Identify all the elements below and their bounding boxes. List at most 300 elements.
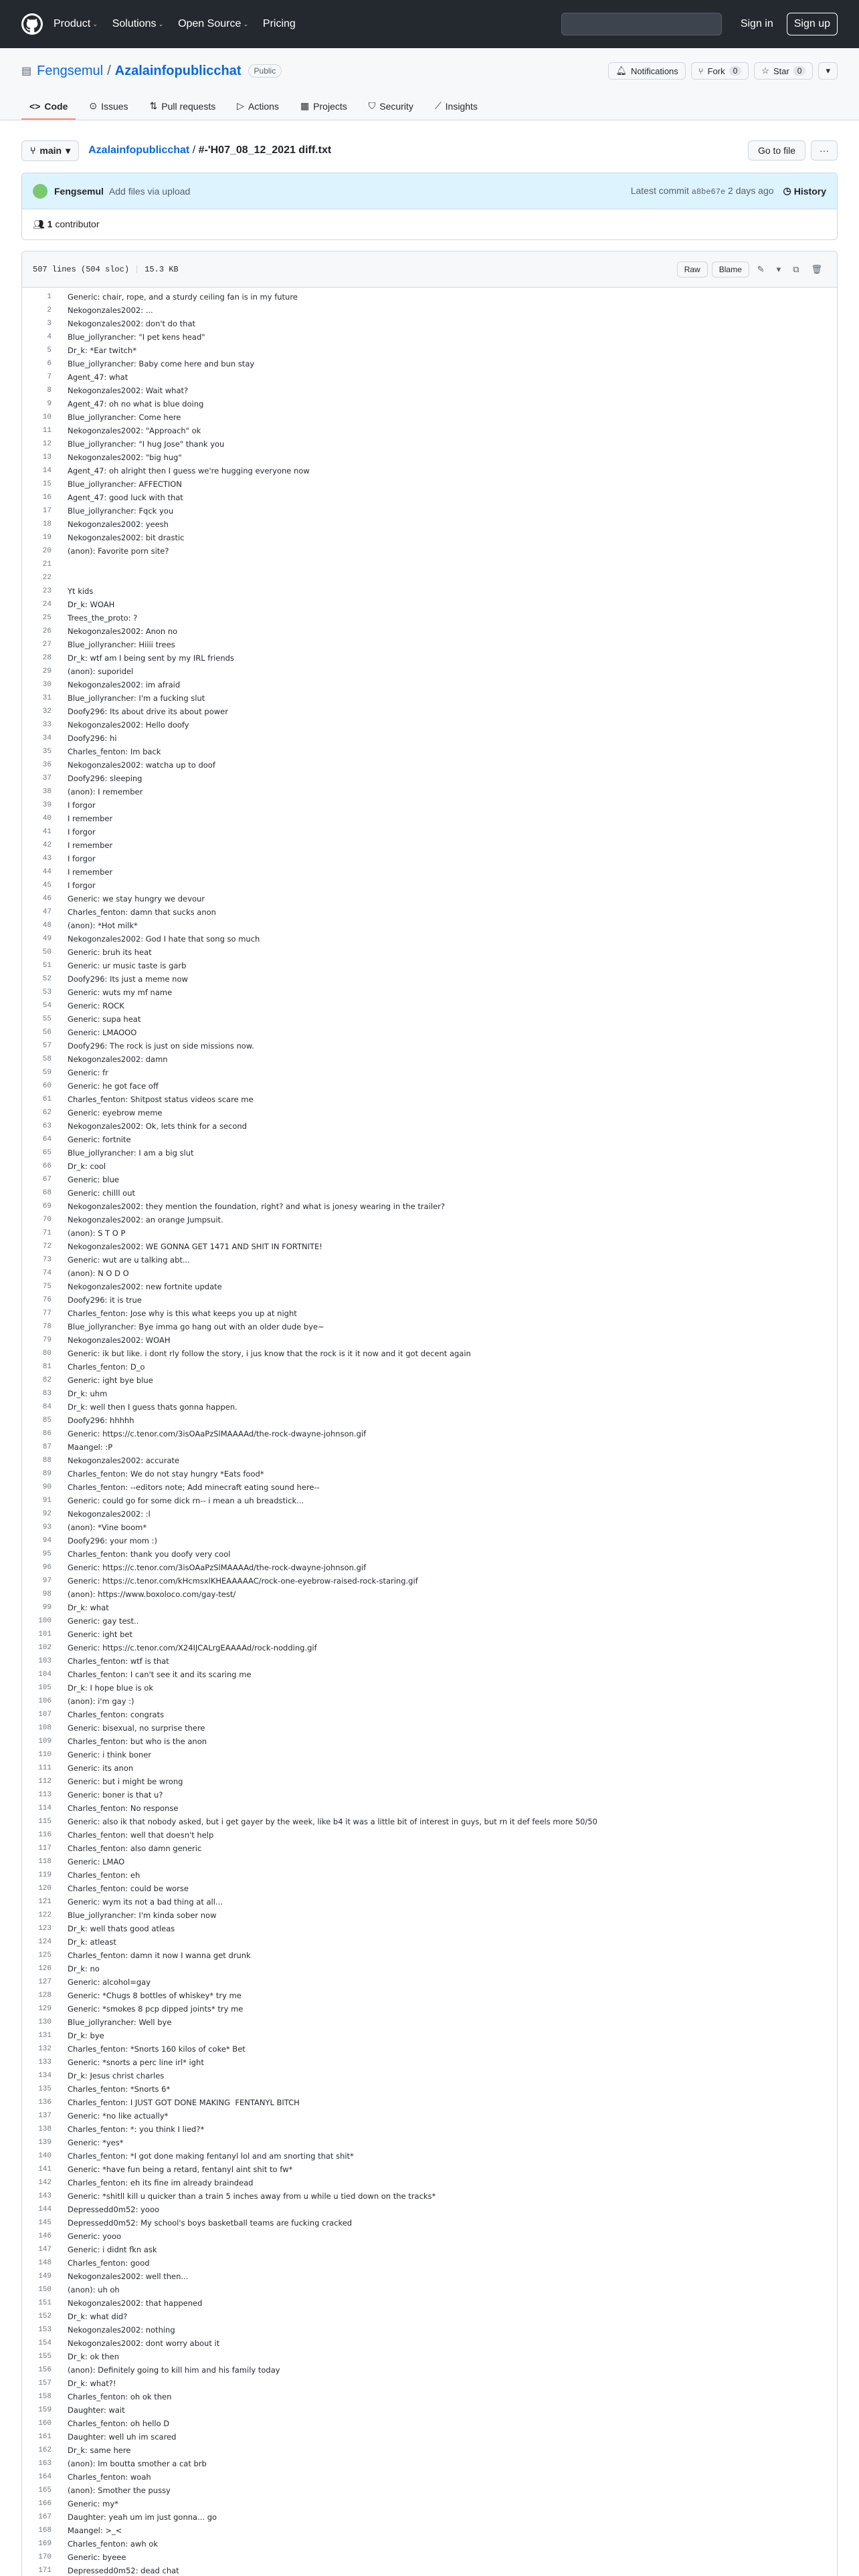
line-number[interactable]: 9 bbox=[47, 400, 52, 408]
line-text: Doofy296: sleeping bbox=[68, 774, 142, 783]
line-number[interactable]: 96 bbox=[42, 1564, 52, 1572]
line-number[interactable]: 122 bbox=[38, 1911, 52, 1919]
go-to-file-button[interactable]: Go to file bbox=[748, 140, 805, 160]
line-number[interactable]: 29 bbox=[42, 667, 52, 675]
line-number[interactable]: 88 bbox=[42, 1457, 52, 1465]
line-number[interactable]: 127 bbox=[38, 1978, 52, 1986]
line-text: Generic: ight bye blue bbox=[68, 1376, 153, 1385]
line-text: Agent_47: oh no what is blue doing bbox=[68, 399, 204, 409]
line-text: Generic: *shitll kill u quicker than a train 5 inches away from u while u tied down on the tracks* bbox=[68, 2191, 436, 2201]
code-line bbox=[22, 1387, 837, 1400]
line-number[interactable]: 63 bbox=[42, 1122, 52, 1130]
line-text: Maangel: :P bbox=[68, 1442, 113, 1452]
commit-message[interactable]: Add files via upload bbox=[108, 185, 191, 197]
line-number[interactable]: 107 bbox=[38, 1711, 52, 1719]
line-number[interactable]: 113 bbox=[38, 1791, 52, 1799]
table-icon: ▦ bbox=[300, 100, 310, 111]
line-number[interactable]: 81 bbox=[42, 1363, 52, 1371]
line-number[interactable]: 133 bbox=[38, 2058, 52, 2066]
line-number[interactable]: 66 bbox=[42, 1162, 52, 1170]
line-number[interactable]: 144 bbox=[38, 2206, 52, 2214]
code-line bbox=[22, 2430, 837, 2444]
line-number[interactable]: 67 bbox=[42, 1176, 52, 1184]
line-number[interactable]: 160 bbox=[38, 2420, 52, 2428]
line-number[interactable]: 11 bbox=[42, 427, 52, 435]
line-text: Nekogonzales2002: Anon no bbox=[68, 627, 178, 636]
breadcrumb-repo-link[interactable]: Azalainfopublicchat bbox=[88, 144, 190, 156]
code-line bbox=[22, 1681, 837, 1695]
line-number[interactable]: 64 bbox=[42, 1136, 52, 1144]
line-text: Generic: *smokes 8 pcp dipped joints* try me bbox=[68, 2004, 244, 2014]
line-text: Dr_k: same here bbox=[68, 2446, 131, 2455]
line-number[interactable]: 35 bbox=[42, 748, 52, 756]
code-line bbox=[22, 905, 837, 919]
code-line bbox=[22, 1481, 837, 1494]
line-text: Generic: alcohol=gay bbox=[68, 1977, 151, 1987]
code-line bbox=[22, 491, 837, 504]
line-number[interactable]: 157 bbox=[38, 2379, 52, 2387]
line-number[interactable]: 120 bbox=[38, 1885, 52, 1893]
nav-open-source[interactable]: Open Source ⌄ bbox=[178, 18, 248, 29]
line-number[interactable]: 83 bbox=[42, 1390, 52, 1398]
line-number[interactable]: 153 bbox=[38, 2326, 52, 2334]
line-number[interactable]: 68 bbox=[42, 1189, 52, 1197]
line-number[interactable]: 132 bbox=[38, 2045, 52, 2053]
line-number[interactable]: 26 bbox=[42, 627, 52, 635]
trash-icon[interactable]: 🗑︎ bbox=[811, 263, 822, 274]
chevron-down-icon[interactable]: ▾ bbox=[776, 263, 781, 274]
nav-solutions[interactable]: Solutions ⌄ bbox=[112, 18, 164, 29]
line-number[interactable]: 134 bbox=[38, 2072, 52, 2080]
line-number[interactable]: 53 bbox=[42, 988, 52, 996]
line-number[interactable]: 148 bbox=[38, 2259, 52, 2267]
tab-insights[interactable]: ⟋ Insights bbox=[434, 100, 478, 112]
line-number[interactable]: 45 bbox=[42, 881, 52, 889]
line-number[interactable]: 2 bbox=[47, 306, 52, 314]
line-number[interactable]: 28 bbox=[42, 654, 52, 662]
line-text: (anon): S T O P bbox=[68, 1228, 126, 1238]
line-number[interactable]: 58 bbox=[42, 1055, 52, 1063]
line-text: Charles_fenton: could be worse bbox=[68, 1884, 189, 1893]
more-options-button[interactable]: ··· bbox=[811, 140, 838, 160]
line-number[interactable]: 24 bbox=[42, 601, 52, 609]
line-number[interactable]: 49 bbox=[42, 935, 52, 943]
line-number[interactable]: 60 bbox=[42, 1082, 52, 1090]
line-number[interactable]: 50 bbox=[42, 948, 52, 956]
code-line bbox=[22, 1654, 837, 1668]
line-number[interactable]: 43 bbox=[42, 855, 52, 863]
line-number[interactable]: 156 bbox=[38, 2366, 52, 2374]
line-text: Blue_jollyrancher: Come here bbox=[68, 413, 181, 422]
line-number[interactable]: 44 bbox=[42, 868, 52, 876]
line-text: Generic: LMAOOO bbox=[68, 1028, 137, 1037]
line-number[interactable]: 18 bbox=[42, 520, 52, 528]
line-number[interactable]: 141 bbox=[38, 2165, 52, 2173]
line-number[interactable]: 38 bbox=[42, 788, 52, 796]
code-line bbox=[22, 1775, 837, 1788]
line-text: Generic: *no like actually* bbox=[68, 2111, 169, 2121]
github-logo-icon[interactable] bbox=[21, 13, 43, 35]
code-line bbox=[22, 1882, 837, 1895]
line-number[interactable]: 87 bbox=[42, 1443, 52, 1451]
line-number[interactable]: 97 bbox=[42, 1577, 52, 1585]
line-number[interactable]: 5 bbox=[47, 346, 52, 354]
avatar[interactable] bbox=[33, 184, 47, 199]
history-button[interactable]: ◷ History bbox=[783, 185, 826, 197]
line-number[interactable]: 57 bbox=[42, 1042, 52, 1050]
fork-button[interactable]: ⑂ Fork 0 bbox=[691, 62, 749, 80]
line-number[interactable]: 117 bbox=[38, 1844, 52, 1852]
line-number[interactable]: 55 bbox=[42, 1015, 52, 1023]
line-number[interactable]: 154 bbox=[38, 2339, 52, 2347]
line-number[interactable]: 30 bbox=[42, 681, 52, 689]
code-line bbox=[22, 1026, 837, 1039]
line-number[interactable]: 92 bbox=[42, 1510, 52, 1518]
line-number[interactable]: 4 bbox=[47, 333, 52, 341]
line-number[interactable]: 22 bbox=[42, 574, 52, 582]
line-text: Dr_k: no bbox=[68, 1964, 100, 1973]
line-number[interactable]: 149 bbox=[38, 2272, 52, 2280]
line-number[interactable]: 95 bbox=[42, 1550, 52, 1558]
line-number[interactable]: 7 bbox=[47, 373, 52, 381]
line-text: Generic: *Chugs 8 bottles of whiskey* try me bbox=[68, 1991, 242, 2000]
commit-sha[interactable]: a8be67e bbox=[691, 187, 726, 197]
line-text: Depressedd0m52: dead chat bbox=[68, 2566, 179, 2575]
repo-owner-link[interactable]: Fengsemul bbox=[37, 63, 104, 78]
line-number[interactable]: 20 bbox=[42, 547, 52, 555]
line-number[interactable]: 59 bbox=[42, 1069, 52, 1077]
line-text: (anon): Favorite porn site? bbox=[68, 546, 169, 556]
line-text: Charles_fenton: eh bbox=[68, 1870, 140, 1880]
star-dropdown-button[interactable] bbox=[818, 62, 838, 80]
line-number[interactable]: 77 bbox=[42, 1309, 52, 1317]
line-number[interactable]: 150 bbox=[38, 2286, 52, 2294]
code-line bbox=[22, 1280, 837, 1293]
code-line bbox=[22, 785, 837, 798]
line-number[interactable]: 78 bbox=[42, 1323, 52, 1331]
line-number[interactable]: 106 bbox=[38, 1697, 52, 1705]
code-line bbox=[22, 2256, 837, 2270]
line-number[interactable]: 54 bbox=[42, 1002, 52, 1010]
line-number[interactable]: 80 bbox=[42, 1350, 52, 1358]
line-text: Generic: also ik that nobody asked, but i get gayer by the week, like b4 it was a little bit of interest in guys, but rn it def feels more 50/50 bbox=[68, 1817, 597, 1826]
line-text: Doofy296: your mom :) bbox=[68, 1536, 158, 1545]
line-number[interactable]: 123 bbox=[38, 1925, 52, 1933]
line-number[interactable]: 114 bbox=[38, 1804, 52, 1812]
line-text: Generic: *yes* bbox=[68, 2138, 124, 2147]
fork-icon: ⑂ bbox=[698, 66, 704, 76]
code-line bbox=[22, 1561, 837, 1574]
line-number[interactable]: 48 bbox=[42, 922, 52, 930]
line-number[interactable]: 36 bbox=[42, 761, 52, 769]
line-number[interactable]: 10 bbox=[42, 413, 52, 421]
line-number[interactable]: 109 bbox=[38, 1737, 52, 1745]
code-line bbox=[22, 2337, 837, 2350]
line-number[interactable]: 140 bbox=[38, 2152, 52, 2160]
line-number[interactable]: 110 bbox=[38, 1751, 52, 1759]
line-number[interactable]: 126 bbox=[38, 1965, 52, 1973]
line-number[interactable]: 41 bbox=[42, 828, 52, 836]
line-text: (anon): Definitely going to kill him and his family today bbox=[68, 2365, 280, 2375]
line-number[interactable]: 25 bbox=[42, 614, 52, 622]
people-icon: 👥︎ bbox=[33, 219, 45, 229]
line-number[interactable]: 21 bbox=[42, 560, 52, 568]
code-line bbox=[22, 2056, 837, 2069]
copy-icon[interactable]: ⧉ bbox=[793, 263, 799, 274]
line-number[interactable]: 31 bbox=[42, 694, 52, 702]
line-number[interactable]: 39 bbox=[42, 801, 52, 809]
line-number[interactable]: 147 bbox=[38, 2246, 52, 2254]
line-number[interactable]: 76 bbox=[42, 1296, 52, 1304]
line-number[interactable]: 34 bbox=[42, 734, 52, 742]
line-number[interactable]: 86 bbox=[42, 1430, 52, 1438]
line-number[interactable]: 146 bbox=[38, 2232, 52, 2240]
line-number[interactable]: 61 bbox=[42, 1095, 52, 1103]
line-number[interactable]: 40 bbox=[42, 815, 52, 823]
line-text: Nekogonzales2002: accurate bbox=[68, 1456, 180, 1465]
nav-pricing[interactable]: Pricing bbox=[262, 18, 296, 29]
line-number[interactable]: 162 bbox=[38, 2446, 52, 2454]
line-number[interactable]: 72 bbox=[42, 1243, 52, 1251]
line-number[interactable]: 90 bbox=[42, 1483, 52, 1491]
line-number[interactable]: 84 bbox=[42, 1403, 52, 1411]
line-number[interactable]: 8 bbox=[47, 387, 52, 395]
line-number[interactable]: 42 bbox=[42, 841, 52, 849]
code-lines bbox=[22, 288, 837, 2576]
code-line bbox=[22, 1320, 837, 1333]
code-line bbox=[22, 518, 837, 531]
line-number[interactable]: 98 bbox=[42, 1590, 52, 1598]
line-number[interactable]: 128 bbox=[38, 1992, 52, 2000]
code-line bbox=[22, 1240, 837, 1253]
line-number[interactable]: 169 bbox=[38, 2540, 52, 2548]
line-number[interactable]: 158 bbox=[38, 2393, 52, 2401]
line-number[interactable]: 101 bbox=[38, 1630, 52, 1638]
code-line bbox=[22, 758, 837, 772]
line-text: Charles_fenton: Jose why is this what keeps you up at night bbox=[68, 1309, 297, 1318]
line-number[interactable]: 105 bbox=[38, 1684, 52, 1692]
code-line bbox=[22, 1975, 837, 1989]
line-number[interactable]: 131 bbox=[38, 2032, 52, 2040]
line-number[interactable]: 6 bbox=[47, 360, 52, 368]
line-number[interactable]: 51 bbox=[42, 962, 52, 970]
line-text: Nekogonzales2002: nothing bbox=[68, 2325, 175, 2335]
line-number[interactable]: 145 bbox=[38, 2219, 52, 2227]
line-number[interactable]: 135 bbox=[38, 2085, 52, 2093]
line-text: Generic: ROCK bbox=[68, 1001, 124, 1010]
line-number[interactable]: 73 bbox=[42, 1256, 52, 1264]
star-button[interactable]: ☆ Star 0 bbox=[754, 62, 813, 80]
commit-author[interactable]: Fengsemul bbox=[54, 185, 104, 197]
line-number[interactable]: 152 bbox=[38, 2313, 52, 2321]
line-number[interactable]: 85 bbox=[42, 1416, 52, 1424]
line-number[interactable]: 17 bbox=[42, 507, 52, 515]
line-number[interactable]: 124 bbox=[38, 1938, 52, 1946]
line-number[interactable]: 1 bbox=[47, 293, 52, 301]
repo-name-link[interactable]: Azalainfopublicchat bbox=[114, 63, 242, 78]
line-number[interactable]: 142 bbox=[38, 2179, 52, 2187]
line-number[interactable]: 52 bbox=[42, 975, 52, 983]
branch-select[interactable]: ⑂ main ▾ bbox=[21, 140, 79, 161]
line-number[interactable]: 62 bbox=[42, 1109, 52, 1117]
line-number[interactable]: 14 bbox=[42, 467, 52, 475]
line-number[interactable]: 167 bbox=[38, 2513, 52, 2521]
line-number[interactable]: 47 bbox=[42, 908, 52, 916]
code-line bbox=[22, 839, 837, 852]
line-number[interactable]: 168 bbox=[38, 2527, 52, 2535]
line-number[interactable]: 99 bbox=[42, 1604, 52, 1612]
line-text: Charles_fenton: but who is the anon bbox=[68, 1737, 207, 1746]
line-text: Charles_fenton: eh its fine im already braindead bbox=[68, 2178, 254, 2187]
chevron-down-icon: ▾ bbox=[66, 144, 71, 156]
code-line bbox=[22, 2189, 837, 2203]
line-number[interactable]: 166 bbox=[38, 2500, 52, 2508]
tab-issues[interactable]: ⊙ Issues bbox=[89, 100, 128, 112]
line-text: Nekogonzales2002: dont worry about it bbox=[68, 2339, 220, 2348]
line-text: Generic: ur music taste is garb bbox=[68, 961, 187, 970]
chevron-down-icon: ▾ bbox=[826, 66, 830, 76]
tab-security[interactable]: ⛉ Security bbox=[368, 100, 413, 112]
tab-code[interactable]: <> Code bbox=[21, 94, 76, 120]
line-number[interactable]: 115 bbox=[38, 1818, 52, 1826]
tab-actions[interactable]: ▷ Actions bbox=[237, 100, 279, 112]
line-number[interactable]: 79 bbox=[42, 1336, 52, 1344]
line-number[interactable]: 112 bbox=[38, 1778, 52, 1786]
line-number[interactable]: 27 bbox=[42, 641, 52, 649]
line-text: Doofy296: Its just a meme now bbox=[68, 974, 188, 984]
line-number[interactable]: 129 bbox=[38, 2005, 52, 2013]
line-text: Generic: but i might be wrong bbox=[68, 1777, 183, 1786]
nav-product[interactable]: Product ⌄ bbox=[54, 18, 98, 29]
line-number[interactable]: 137 bbox=[38, 2112, 52, 2120]
line-text: Generic: wuts my mf name bbox=[68, 988, 173, 997]
line-number[interactable]: 15 bbox=[42, 480, 52, 488]
line-number[interactable]: 89 bbox=[42, 1470, 52, 1478]
line-number[interactable]: 121 bbox=[38, 1898, 52, 1906]
code-line bbox=[22, 1507, 837, 1521]
sign-up-button[interactable]: Sign up bbox=[787, 13, 838, 35]
code-line bbox=[22, 1534, 837, 1547]
line-number[interactable]: 143 bbox=[38, 2192, 52, 2200]
code-line bbox=[22, 411, 837, 424]
line-text: Charles_fenton: damn that sucks anon bbox=[68, 907, 216, 917]
line-text: Nekogonzales2002: God I hate that song so much bbox=[68, 934, 260, 944]
code-line bbox=[22, 1012, 837, 1026]
line-number[interactable]: 111 bbox=[38, 1764, 52, 1772]
line-number[interactable]: 82 bbox=[42, 1376, 52, 1384]
line-text: I forgor bbox=[68, 827, 96, 837]
line-number[interactable]: 108 bbox=[38, 1724, 52, 1732]
sign-in-link[interactable]: Sign in bbox=[740, 18, 773, 29]
line-text: Generic: ight bet bbox=[68, 1630, 132, 1639]
line-number[interactable]: 170 bbox=[38, 2553, 52, 2561]
line-number[interactable]: 33 bbox=[42, 721, 52, 729]
contributors[interactable]: 👥︎ 1 contributor bbox=[33, 219, 100, 229]
line-text: Dr_k: *Ear twitch* bbox=[68, 346, 136, 355]
line-number[interactable]: 3 bbox=[47, 320, 52, 328]
line-text: Charles_fenton: thank you doofy very cool bbox=[68, 1549, 231, 1559]
line-text: Doofy296: it is true bbox=[68, 1295, 142, 1305]
pencil-icon[interactable]: ✎ bbox=[757, 263, 765, 274]
line-number[interactable]: 103 bbox=[38, 1657, 52, 1665]
line-text: Generic: fr bbox=[68, 1068, 108, 1077]
line-number[interactable]: 23 bbox=[42, 587, 52, 595]
line-number[interactable]: 171 bbox=[38, 2567, 52, 2575]
line-number[interactable]: 155 bbox=[38, 2353, 52, 2361]
line-number[interactable]: 102 bbox=[38, 1644, 52, 1652]
search-input[interactable] bbox=[561, 13, 722, 35]
line-text: Dr_k: what?! bbox=[68, 2379, 116, 2388]
notifications-button[interactable]: 🔔︎ Notifications bbox=[608, 62, 685, 80]
line-number[interactable]: 32 bbox=[42, 708, 52, 716]
line-number[interactable]: 46 bbox=[42, 895, 52, 903]
line-number[interactable]: 71 bbox=[42, 1229, 52, 1237]
code-line bbox=[22, 1200, 837, 1213]
blame-button[interactable]: Blame bbox=[712, 261, 749, 278]
raw-button[interactable]: Raw bbox=[677, 261, 708, 278]
line-number[interactable]: 13 bbox=[42, 453, 52, 461]
code-line bbox=[22, 691, 837, 705]
tab-projects[interactable]: ▦ Projects bbox=[300, 100, 347, 112]
line-number[interactable]: 91 bbox=[42, 1497, 52, 1505]
line-number[interactable]: 119 bbox=[38, 1871, 52, 1879]
line-number[interactable]: 75 bbox=[42, 1283, 52, 1291]
line-number[interactable]: 139 bbox=[38, 2139, 52, 2147]
line-number[interactable]: 164 bbox=[38, 2473, 52, 2481]
line-number[interactable]: 70 bbox=[42, 1216, 52, 1224]
line-number[interactable]: 151 bbox=[38, 2299, 52, 2307]
line-text: Agent_47: oh alright then I guess we're hugging everyone now bbox=[68, 466, 310, 475]
line-number[interactable]: 165 bbox=[38, 2486, 52, 2494]
line-number[interactable]: 136 bbox=[38, 2099, 52, 2107]
line-number[interactable]: 69 bbox=[42, 1202, 52, 1210]
graph-icon: ⟋ bbox=[434, 100, 442, 111]
line-number[interactable]: 94 bbox=[42, 1537, 52, 1545]
line-number[interactable]: 130 bbox=[38, 2018, 52, 2026]
tab-pull-requests[interactable]: ⇅ Pull requests bbox=[149, 100, 216, 112]
line-number[interactable]: 138 bbox=[38, 2125, 52, 2133]
code-line bbox=[22, 2377, 837, 2390]
code-line bbox=[22, 651, 837, 665]
line-number[interactable]: 65 bbox=[42, 1149, 52, 1157]
code-line bbox=[22, 1173, 837, 1186]
line-text: Generic: https://c.tenor.com/kHcmsxlKHEAAAAAC/rock-one-eyebrow-raised-rock-staring.gif bbox=[68, 1576, 418, 1586]
line-number[interactable]: 104 bbox=[38, 1671, 52, 1679]
line-number[interactable]: 125 bbox=[38, 1951, 52, 1959]
line-number[interactable]: 159 bbox=[38, 2406, 52, 2414]
star-icon: ☆ bbox=[761, 66, 769, 76]
code-line bbox=[22, 2163, 837, 2176]
line-text: Generic: byeee bbox=[68, 2553, 126, 2562]
line-number[interactable]: 19 bbox=[42, 534, 52, 542]
code-line bbox=[22, 1253, 837, 1267]
line-number[interactable]: 93 bbox=[42, 1523, 52, 1531]
line-number[interactable]: 163 bbox=[38, 2460, 52, 2468]
line-number[interactable]: 37 bbox=[42, 774, 52, 782]
line-number[interactable]: 100 bbox=[38, 1617, 52, 1625]
line-number[interactable]: 56 bbox=[42, 1029, 52, 1037]
line-text: Charles_fenton: *Snorts 6* bbox=[68, 2084, 171, 2094]
line-number[interactable]: 74 bbox=[42, 1269, 52, 1277]
line-number[interactable]: 12 bbox=[42, 440, 52, 448]
line-text: Generic: supa heat bbox=[68, 1014, 141, 1024]
line-number[interactable]: 116 bbox=[38, 1831, 52, 1839]
code-line bbox=[22, 2082, 837, 2096]
line-number[interactable]: 118 bbox=[38, 1858, 52, 1866]
line-number[interactable]: 161 bbox=[38, 2433, 52, 2441]
line-number[interactable]: 16 bbox=[42, 494, 52, 502]
line-text: Generic: gay test.. bbox=[68, 1616, 139, 1626]
